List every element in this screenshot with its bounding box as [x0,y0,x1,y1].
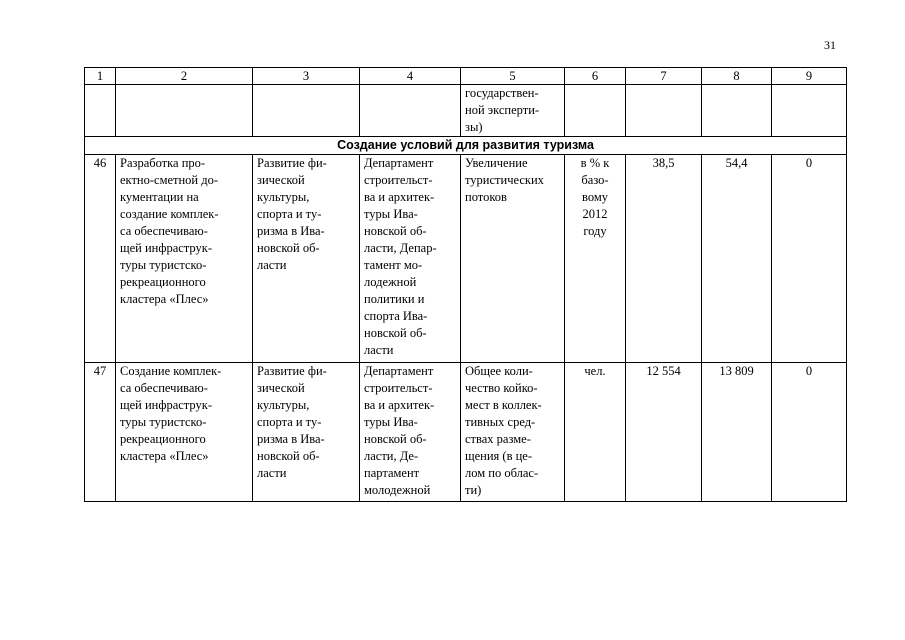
header-col-5: 5 [461,68,565,85]
table-header-row [85,68,847,85]
table-cell [565,85,626,137]
continuation-indicator-text: государствен- ной эксперти- зы) [461,85,565,137]
header-col-9: 9 [772,68,847,85]
table-cell [772,85,847,137]
executor-name: Департамент строительст- ва и архитек- туры Ива- новской об- ласти, Депар- тамент мо- лодежной политики и спорта Ива- новской об- ласти [360,155,461,363]
row-number: 46 [85,155,116,363]
table-cell [85,85,116,137]
unit-of-measure: чел. [565,363,626,502]
value-col-9: 0 [772,155,847,363]
header-col-2: 2 [116,68,253,85]
value-col-8: 13 809 [702,363,772,502]
program-name: Развитие фи- зической культуры, спорта и ту- ризма в Ива- новской об- ласти [253,363,360,502]
header-col-7: 7 [626,68,702,85]
indicator-name: Увеличение туристических потоков [461,155,565,363]
header-col-1: 1 [85,68,116,85]
value-col-7: 12 554 [626,363,702,502]
table-row [85,363,847,502]
table-cell [360,85,461,137]
value-col-9: 0 [772,363,847,502]
table-row [85,155,847,363]
activity-name: Создание комплек- са обеспечиваю- щей инфраструк- туры туристско- рекреационного кластера «Плес» [116,363,253,502]
section-title: Создание условий для развития туризма [85,137,847,155]
table-cell [253,85,360,137]
value-col-7: 38,5 [626,155,702,363]
unit-of-measure: в % к базо- вому 2012 году [565,155,626,363]
program-name: Развитие фи- зической культуры, спорта и ту- ризма в Ива- новской об- ласти [253,155,360,363]
activity-name: Разработка про- ектно-сметной до- кументации на создание комплек- са обеспечиваю- щей инфраструк- туры туристско- рекреационного кластера «Плес» [116,155,253,363]
header-col-3: 3 [253,68,360,85]
table-row-continuation [85,85,847,137]
header-col-8: 8 [702,68,772,85]
table-cell [116,85,253,137]
value-col-8: 54,4 [702,155,772,363]
executor-name: Департамент строительст- ва и архитек- туры Ива- новской об- ласти, Де- партамент молодежной [360,363,461,502]
page-number: 31 [824,38,836,52]
section-title-row [85,137,847,155]
table-cell [702,85,772,137]
header-col-6: 6 [565,68,626,85]
row-number: 47 [85,363,116,502]
table-cell [626,85,702,137]
indicator-name: Общее коли- чество койко- мест в коллек- тивных сред- ствах разме- щения (в це- лом по облас- ти) [461,363,565,502]
header-col-4: 4 [360,68,461,85]
indicators-table [84,67,847,502]
